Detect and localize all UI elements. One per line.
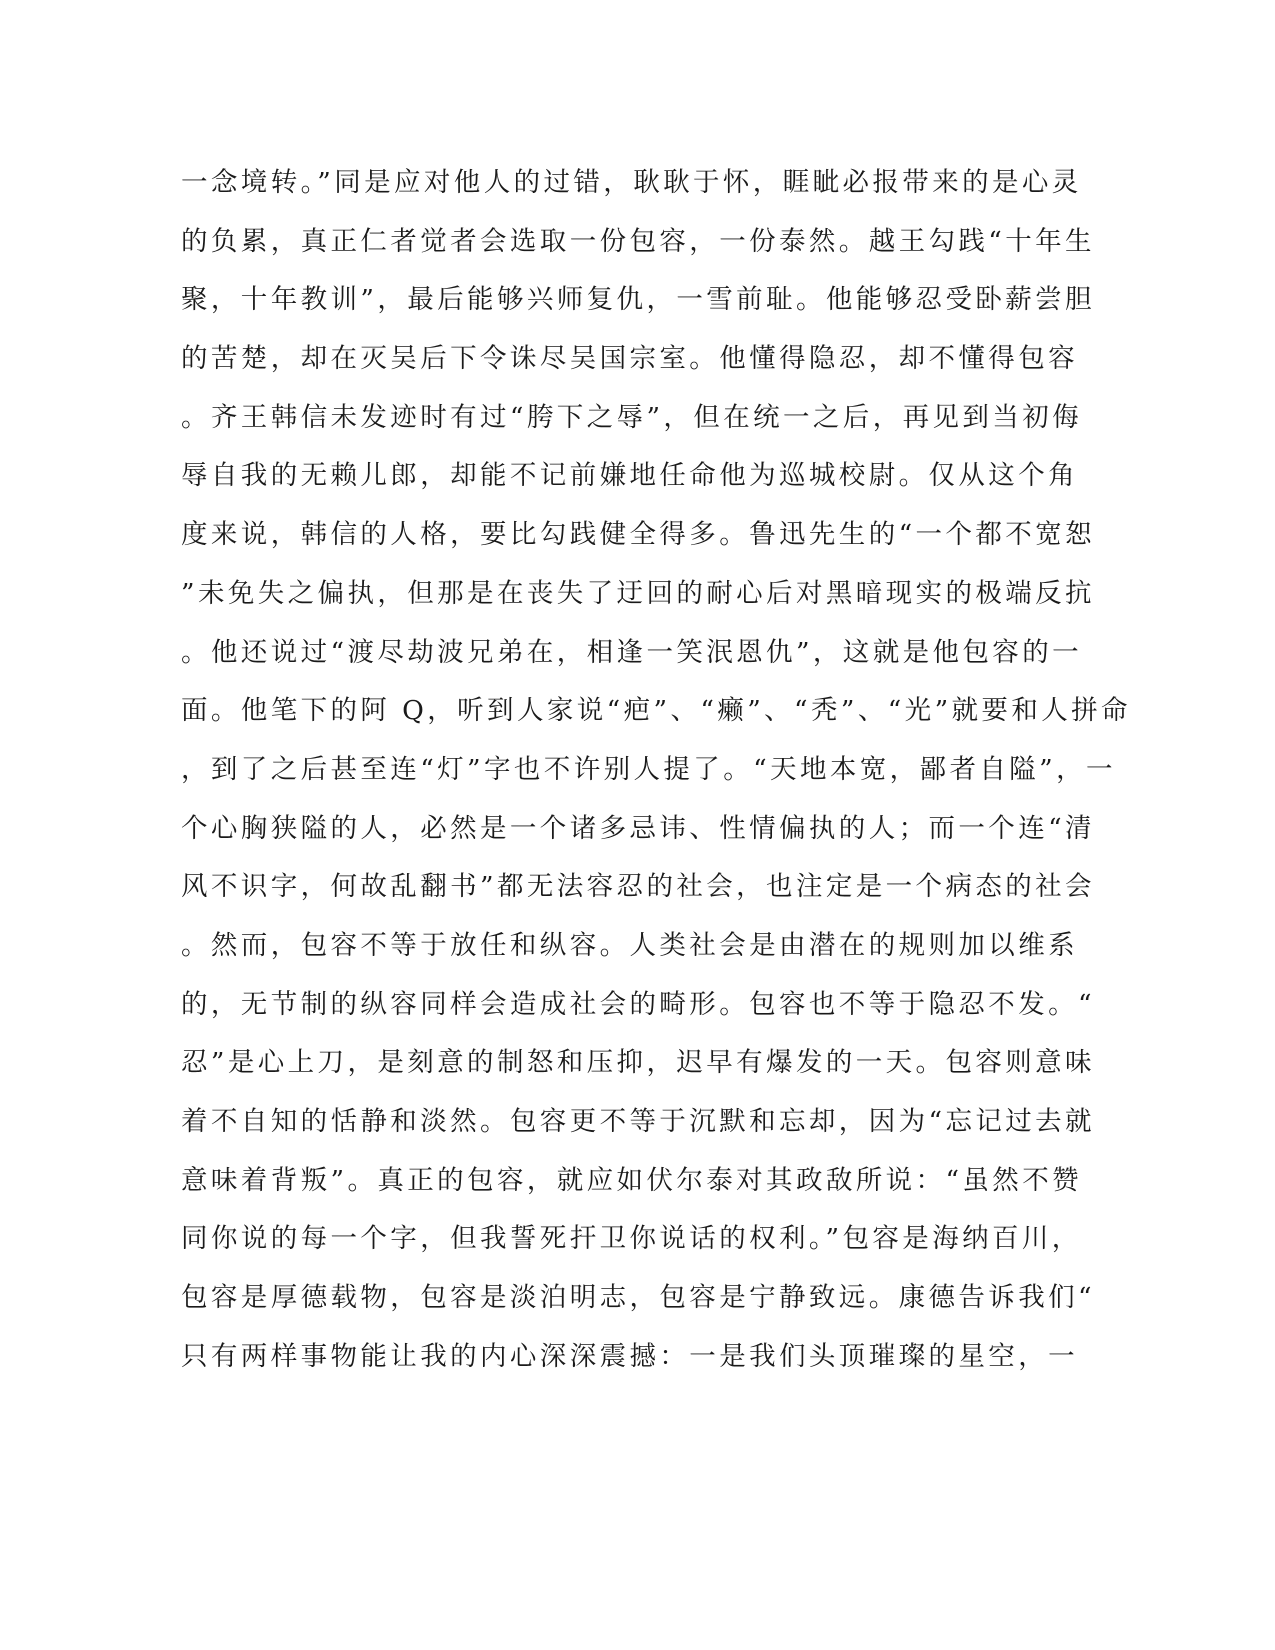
text-line: 聚，十年教训”，最后能够兴师复仇，一雪前耻。他能够忍受卧薪尝胆: [181, 284, 1095, 316]
text-line: 度来说，韩信的人格，要比勾践健全得多。鲁迅先生的“一个都不宽恕: [181, 519, 1095, 551]
text-line: 一念境转。”同是应对他人的过错，耿耿于怀，睚眦必报带来的是心灵: [181, 167, 1082, 198]
text-line: 着不自知的恬静和淡然。包容更不等于沉默和忘却，因为“忘记过去就: [181, 1106, 1095, 1137]
text-line: 只有两样事物能让我的内心深深震撼：一是我们头顶璀璨的星空，一: [181, 1340, 1078, 1372]
text-line: 同你说的每一个字，但我誓死扞卫你说话的权利。”包容是海纳百川，: [181, 1223, 1082, 1255]
text-line: 的负累，真正仁者觉者会选取一份包容，一份泰然。越王勾践“十年生: [181, 225, 1095, 257]
text-line: 辱自我的无赖儿郎，却能不记前嫌地任命他为巡城校尉。仅从这个角: [181, 460, 1078, 492]
text-line: 。齐王韩信未发迹时有过“胯下之辱”，但在统一之后，再见到当初侮: [181, 401, 1082, 433]
text-line: 。他还说过“渡尽劫波兄弟在，相逢一笑泯恩仇”，这就是他包容的一: [181, 636, 1082, 668]
text-line: 意味着背叛”。真正的包容，就应如伏尔泰对其政敌所说：“虽然不赞: [181, 1164, 1082, 1196]
text-line: 包容是厚德载物，包容是淡泊明志，包容是宁静致远。康德告诉我们“: [181, 1282, 1095, 1314]
text-line: 忍”是心上刀，是刻意的制怒和压抑，迟早有爆发的一天。包容则意味: [181, 1047, 1095, 1079]
text-line: 面。他笔下的阿 Q，听到人家说“疤”、“癞”、“秃”、“光”就要和人拼命: [181, 695, 1131, 727]
text-line: 的苦楚，却在灭吴后下令诛尽吴国宗室。他懂得隐忍，却不懂得包容: [181, 343, 1078, 375]
text-line: 个心胸狭隘的人，必然是一个诸多忌讳、性情偏执的人；而一个连“清: [181, 812, 1095, 844]
text-line: 。然而，包容不等于放任和纵容。人类社会是由潜在的规则加以维系: [181, 929, 1078, 961]
text-line: 的，无节制的纵容同样会造成社会的畸形。包容也不等于隐忍不发。“: [181, 988, 1095, 1020]
body-text: [181, 157, 1131, 1389]
text-line: ，到了之后甚至连“灯”字也不许别人提了。“天地本宽，鄙者自隘”，一: [181, 753, 1116, 785]
text-line: ”未免失之偏执，但那是在丧失了迂回的耐心后对黑暗现实的极端反抗: [181, 577, 1095, 609]
text-line: 风不识字，何故乱翻书”都无法容忍的社会，也注定是一个病态的社会: [181, 871, 1095, 903]
